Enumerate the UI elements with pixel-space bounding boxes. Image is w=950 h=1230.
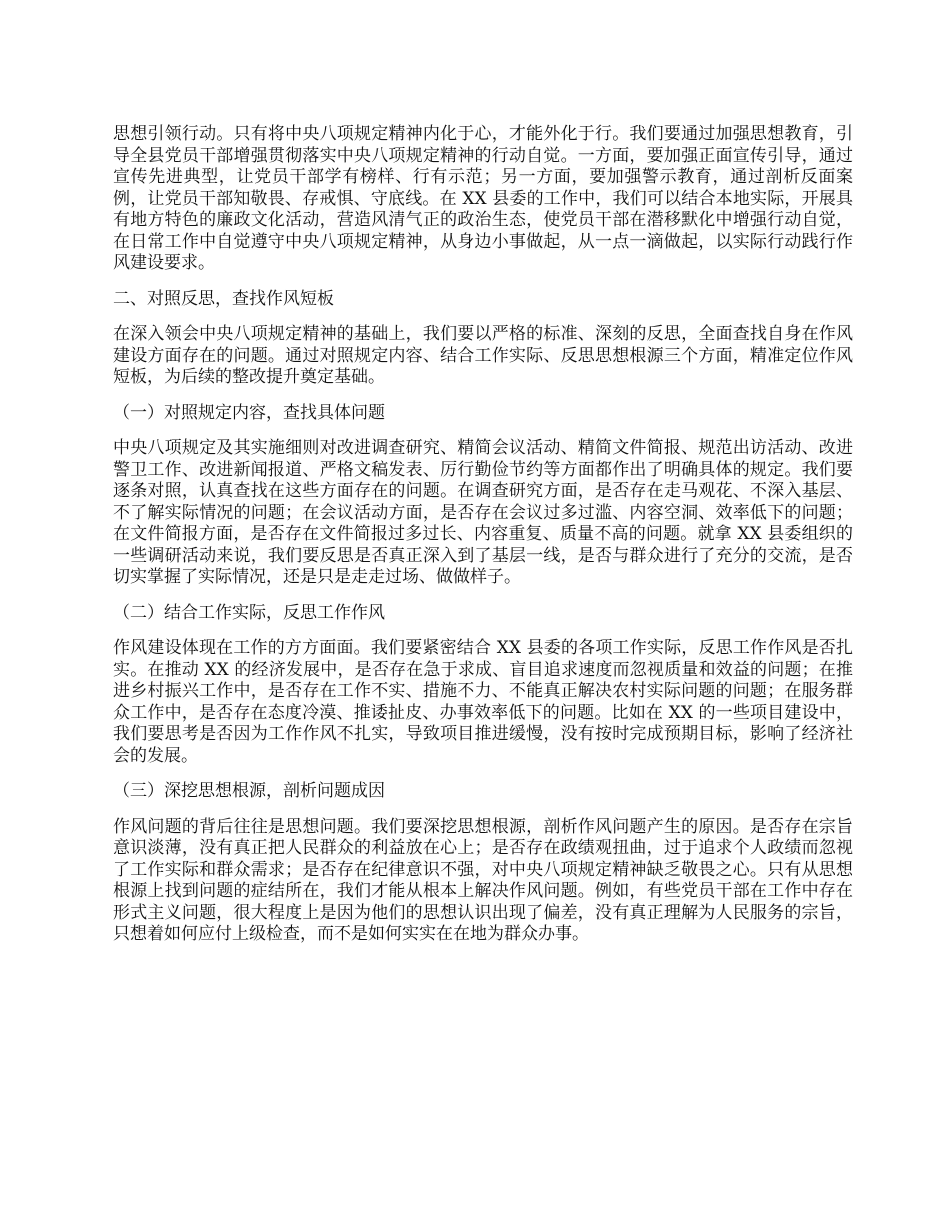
body-paragraph: 作风问题的背后往往是思想问题。我们要深挖思想根源，剖析作风问题产生的原因。是否存在宗旨意识淡薄，没有真正把人民群众的利益放在心上；是否存在政绩观扭曲，过于追求个人政绩而忽视了工作实际和群众需求；是否存在纪律意识不强，对中央八项规定精神缺乏敬畏之心。只有从思想根源上找到问题的症结所在，我们才能从根本上解决作风问题。例如，有些党员干部在工作中存在形式主义问题，很大程度上是因为他们的思想认识出现了偏差，没有真正理解为人民服务的宗旨，只想着如何应付上级检查，而不是如何实实在在地为群众办事。 — [113, 816, 853, 944]
section-heading: 二、对照反思，查找作风短板 — [113, 288, 334, 309]
body-paragraph: 作风建设体现在工作的方方面面。我们要紧密结合 XX 县委的各项工作实际，反思工作作风是否扎实。在推动 XX 的经济发展中，是否存在急于求成、盲目追求速度而忽视质量和效益的问题；在推进乡村振兴工作中，是否存在工作不实、措施不力、不能真正解决农村实际问题的问题；在服务群众工作中，是否存在态度冷漠、推诿扯皮、办事效率低下的问题。比如在 XX 的一些项目建设中，我们要思考是否因为工作作风不扎实，导致项目推进缓慢，没有按时完成预期目标，影响了经济社会的发展。 — [113, 638, 853, 766]
body-paragraph: 中央八项规定及其实施细则对改进调查研究、精简会议活动、精简文件简报、规范出访活动、改进警卫工作、改进新闻报道、严格文稿发表、厉行勤俭节约等方面都作出了明确具体的规定。我们要逐条对照，认真查找在这些方面存在的问题。在调查研究方面，是否存在走马观花、不深入基层、不了解实际情况的问题；在会议活动方面，是否存在会议过多过滥、内容空洞、效率低下的问题；在文件简报方面，是否存在文件简报过多过长、内容重复、质量不高的问题。就拿 XX 县委组织的一些调研活动来说，我们要反思是否真正深入到了基层一线，是否与群众进行了充分的交流，是否切实掌握了实际情况，还是只是走走过场、做做样子。 — [113, 438, 853, 587]
body-paragraph: 思想引领行动。只有将中央八项规定精神内化于心，才能外化于行。我们要通过加强思想教育，引导全县党员干部增强贯彻落实中央八项规定精神的行动自觉。一方面，要加强正面宣传引导，通过宣传先进典型，让党员干部学有榜样、行有示范；另一方面，要加强警示教育，通过剖析反面案例，让党员干部知敬畏、存戒惧、守底线。在 XX 县委的工作中，我们可以结合本地实际，开展具有地方特色的廉政文化活动，营造风清气正的政治生态，使党员干部在潜移默化中增强行动自觉，在日常工作中自觉遵守中央八项规定精神，从身边小事做起，从一点一滴做起，以实际行动践行作风建设要求。 — [113, 124, 853, 273]
subsection-heading: （一）对照规定内容，查找具体问题 — [113, 402, 385, 423]
document-page — [113, 124, 853, 960]
body-paragraph: 在深入领会中央八项规定精神的基础上，我们要以严格的标准、深刻的反思，全面查找自身在作风建设方面存在的问题。通过对照规定内容、结合工作实际、反思思想根源三个方面，精准定位作风短板，为后续的整改提升奠定基础。 — [113, 324, 853, 387]
subsection-heading: （三）深挖思想根源，剖析问题成因 — [113, 781, 385, 801]
subsection-heading: （二）结合工作实际，反思工作作风 — [113, 602, 385, 623]
